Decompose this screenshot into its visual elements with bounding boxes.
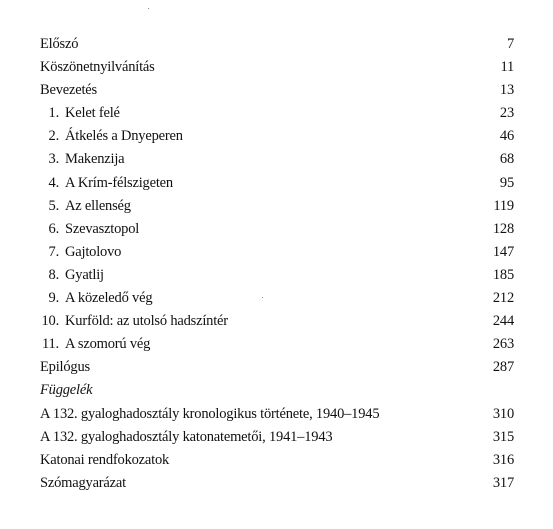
toc-entry-page: 11 [500, 59, 514, 76]
toc-chapter-entry [40, 195, 514, 218]
toc-entry-page: 7 [506, 36, 514, 52]
toc-entry-page: 147 [492, 243, 514, 260]
toc-entry [40, 403, 514, 426]
toc-entry-page: 287 [492, 359, 514, 376]
toc-chapter-entry [40, 125, 514, 148]
toc-chapter-entry [40, 102, 514, 125]
toc-entry-page: 119 [493, 197, 514, 214]
toc-entry [40, 356, 514, 379]
toc-entry [40, 33, 514, 56]
toc-entry-title: Szevasztopol [65, 220, 140, 237]
toc-entry-title: A 132. gyaloghadosztály katonatemetői, 1941–1943 [40, 428, 333, 445]
toc-entry-page: 212 [492, 290, 514, 307]
chapter-number: 11. [42, 336, 59, 353]
toc-chapter-entry [40, 172, 514, 195]
toc-entry-page: 95 [499, 174, 514, 191]
scan-speck [148, 8, 149, 9]
toc-entry [40, 426, 514, 449]
toc-entry-page: 23 [499, 105, 514, 122]
toc-entry-title: Bevezetés [40, 82, 97, 99]
toc-chapter-entry [40, 287, 514, 310]
toc-entry-page: 13 [499, 82, 514, 99]
table-of-contents [40, 33, 514, 495]
toc-entry-page: 68 [499, 151, 514, 168]
toc-entry-title: Makenzija [65, 151, 125, 168]
toc-entry [40, 79, 514, 102]
toc-entry-page: 310 [492, 405, 514, 422]
toc-entry-title: Gyatlij [65, 266, 104, 283]
chapter-number: 3. [48, 151, 59, 168]
toc-entry-page: 263 [492, 336, 514, 353]
chapter-number: 7. [48, 243, 59, 260]
toc-entry-page: 46 [499, 128, 514, 145]
chapter-number: 10. [41, 313, 59, 330]
toc-entry-page: 317 [492, 474, 514, 491]
toc-chapter-entry [40, 264, 514, 287]
chapter-number: 8. [48, 266, 59, 283]
toc-entry-title: A 132. gyaloghadosztály kronologikus története, 1940–1945 [40, 405, 380, 422]
toc-entry-title: Köszönetnyilvánítás [40, 59, 155, 76]
toc-section-heading [40, 379, 514, 402]
toc-chapter-entry [40, 148, 514, 171]
toc-entry [40, 472, 514, 495]
toc-entry-title: A közeledő vég [65, 290, 153, 307]
toc-entry-page: 128 [492, 220, 514, 237]
toc-entry [40, 56, 514, 79]
toc-entry-title: Gajtolovo [65, 243, 122, 260]
chapter-number: 1. [48, 105, 59, 122]
toc-entry-title: A Krím-félszigeten [65, 174, 173, 191]
toc-entry-title: Katonai rendfokozatok [40, 451, 170, 468]
toc-entry-page: 316 [492, 451, 514, 468]
chapter-number: 6. [48, 220, 59, 237]
chapter-number: 4. [48, 174, 59, 191]
toc-chapter-entry [40, 310, 514, 333]
toc-entry [40, 449, 514, 472]
toc-entry-page: 185 [492, 266, 514, 283]
chapter-number: 2. [48, 128, 59, 145]
toc-chapter-entry [40, 218, 514, 241]
toc-entry-title: A szomorú vég [65, 336, 151, 353]
toc-entry-page: 244 [492, 313, 514, 330]
toc-entry-title: Átkelés a Dnyeperen [65, 128, 183, 145]
toc-entry-title: Kelet felé [65, 105, 120, 122]
toc-entry-title: Az ellenség [65, 197, 131, 214]
chapter-number: 9. [48, 290, 59, 307]
toc-entry-title: Epilógus [40, 359, 90, 376]
scan-speck [262, 297, 263, 298]
chapter-number: 5. [48, 197, 59, 214]
toc-entry-title: Kurföld: az utolsó hadszíntér [65, 313, 228, 330]
toc-chapter-entry [40, 241, 514, 264]
toc-entry-title: Előszó [40, 36, 79, 52]
toc-entry-title: Függelék [40, 382, 93, 399]
toc-entry-page: 315 [492, 428, 514, 445]
toc-chapter-entry [40, 333, 514, 356]
toc-entry-title: Szómagyarázat [40, 474, 126, 491]
